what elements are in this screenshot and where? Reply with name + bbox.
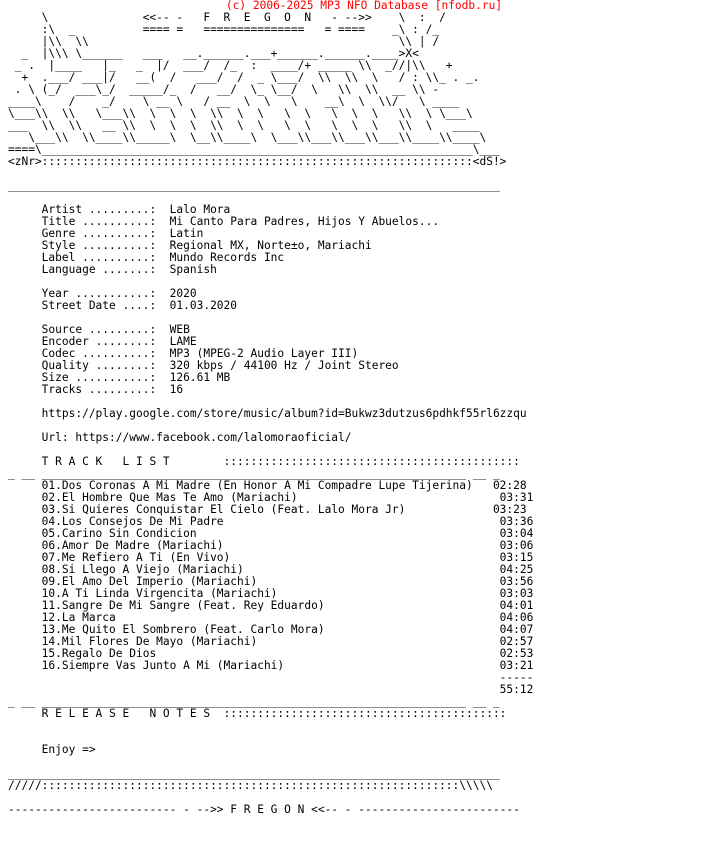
nfo-line: https://play.google.com/store/music/album?id=Bukwz3dutzus6pdhkf55rl6zzqu bbox=[8, 407, 527, 420]
nfo-line: \___\\ \\____\\_____\ \__\\____\ \___\\___\\___\\___\\____\\____\ bbox=[8, 131, 487, 144]
nfo-line: ------------------------- - -->> F R E G O N <<-- - ------------------------ bbox=[8, 803, 520, 816]
nfo-line: Title ..........: Mi Canto Para Padres, Hijos Y Abuelos... bbox=[8, 215, 440, 228]
nfo-line: 01.Dos Coronas A Mi Madre (En Honor A Mi Compadre Lupe Tijerina) 02:28 bbox=[8, 479, 527, 492]
nfo-line: 09.El Amo Del Imperio (Mariachi) 03:56 bbox=[8, 575, 534, 588]
nfo-line: 55:12 bbox=[8, 683, 534, 696]
nfo-line: ----- bbox=[8, 671, 534, 684]
nfo-line: ====\________________________________________________________________\___ bbox=[8, 143, 500, 156]
nfo-line: 08.Si Llego A Viejo (Mariachi) 04:25 bbox=[8, 563, 534, 576]
nfo-line: 04.Los Consejos De Mi Padre 03:36 bbox=[8, 515, 534, 528]
nfo-line: Encoder ........: LAME bbox=[8, 335, 197, 348]
nfo-line: ___ \\ \\ __ \\ \ \ \ \\ \ \ \ \ \ \ \ \\ \ ____ bbox=[8, 119, 480, 132]
nfo-line: /////::::::::::::::::::::::::::::::::::::::::::::::::::::::::::::::\\\\\ bbox=[8, 779, 493, 792]
nfo-text bbox=[8, 12, 533, 816]
nfo-line: _________________________________________________________________________ bbox=[8, 767, 500, 780]
nfo-line: |\\ \\ \\ | / bbox=[8, 35, 440, 48]
nfo-line: Tracks .........: 16 bbox=[8, 383, 184, 396]
nfo-line: Codec ..........: MP3 (MPEG-2 Audio Layer III) bbox=[8, 347, 359, 360]
nfo-line: 13.Me Quito El Sombrero (Feat. Carlo Mora) 04:07 bbox=[8, 623, 534, 636]
nfo-line: Style ..........: Regional MX, Norte±o, Mariachi bbox=[8, 239, 372, 252]
nfo-line: 15.Regalo De Dios 02:53 bbox=[8, 647, 534, 660]
nfo-line: 14.Mil Flores De Mayo (Mariachi) 02:57 bbox=[8, 635, 534, 648]
nfo-line: 12.La Marca 04:06 bbox=[8, 611, 534, 624]
nfo-line: \___\\ \\ \___\\ \ \ \ \\ \ \ \ \ \ \ \ \\ \ \___\ bbox=[8, 107, 473, 120]
nfo-line: 03.Si Quieres Conquistar El Cielo (Feat. Lalo Mora Jr) 03:23 bbox=[8, 503, 527, 516]
nfo-line: \ <<-- - F R E G O N - -->> \ : / bbox=[8, 11, 446, 24]
nfo-line: 02.El Hombre Que Mas Te Amo (Mariachi) 03:31 bbox=[8, 491, 534, 504]
nfo-line: <zNr>::::::::::::::::::::::::::::::::::::::::::::::::::::::::::::::::<dS!> bbox=[8, 155, 507, 168]
nfo-line: Artist .........: Lalo Mora bbox=[8, 203, 231, 216]
nfo-line: . \ (_/ ___\_/ _____/_ / __/ \_ \__/ \ \\ \\ __ \\ - bbox=[8, 83, 440, 96]
nfo-line: 10.A Ti Linda Virgencita (Mariachi) 03:03 bbox=[8, 587, 534, 600]
nfo-line: Language .......: Spanish bbox=[8, 263, 217, 276]
nfo-line: Source .........: WEB bbox=[8, 323, 190, 336]
nfo-line: ____\ / _/ \ __ \ / __ \ \ \ __\ \ \\/ \ ____ bbox=[8, 95, 460, 108]
nfo-line: 11.Sangre De Mi Sangre (Feat. Rey Eduardo) 04:01 bbox=[8, 599, 534, 612]
nfo-line: 16.Siempre Vas Junto A Mi (Mariachi) 03:21 bbox=[8, 659, 534, 672]
nfo-line: 07.Me Refiero A Ti (En Vivo) 03:15 bbox=[8, 551, 534, 564]
nfo-line: Size ...........: 126.61 MB bbox=[8, 371, 231, 384]
site-credit: (c) 2006-2025 MP3 NFO Database [nfodb.ru] bbox=[225, 0, 503, 12]
nfo-line: Quality ........: 320 kbps / 44100 Hz / Joint Stereo bbox=[8, 359, 399, 372]
nfo-line bbox=[8, 720, 533, 732]
nfo-line: 06.Amor De Madre (Mariachi) 03:06 bbox=[8, 539, 534, 552]
nfo-line: :\ _ ==== = =============== = ==== _\ : /_ bbox=[8, 23, 440, 36]
nfo-line: _ __ _______________________________________________________________ __ _ bbox=[8, 467, 500, 480]
nfo-line: Enjoy => bbox=[8, 743, 96, 756]
nfo-line: T R A C K L I S T :::::::::::::::::::::::::::::::::::::::::::: bbox=[8, 455, 520, 468]
nfo-line: _ |\\\ \______ ___ __.______.___+______.______.____>X< bbox=[8, 47, 419, 60]
nfo-line: Url: https://www.facebook.com/lalomoraoficial/ bbox=[8, 431, 352, 444]
nfo-line: Street Date ....: 01.03.2020 bbox=[8, 299, 238, 312]
nfo-line: R E L E A S E N O T E S :::::::::::::::::::::::::::::::::::::::::: bbox=[8, 707, 507, 720]
nfo-line: _ __ _______________________________________________________________ __ _ bbox=[8, 695, 500, 708]
nfo-line: _ . |____ |_ _ |/ ___/ /_ : ____/+ _____ \\ _//|\\ + bbox=[8, 59, 453, 72]
nfo-line: Year ...........: 2020 bbox=[8, 287, 197, 300]
nfo-line: + .___/ ___|/ __( / ___/ / _ \___/ \\ \\ \ / : \\_ . _. bbox=[8, 71, 480, 84]
nfo-line: Genre ..........: Latin bbox=[8, 227, 204, 240]
nfo-line: 05.Carino Sin Condicion 03:04 bbox=[8, 527, 534, 540]
nfo-line: Label ..........: Mundo Records Inc bbox=[8, 251, 285, 264]
nfo-line: _________________________________________________________________________ bbox=[8, 179, 500, 192]
